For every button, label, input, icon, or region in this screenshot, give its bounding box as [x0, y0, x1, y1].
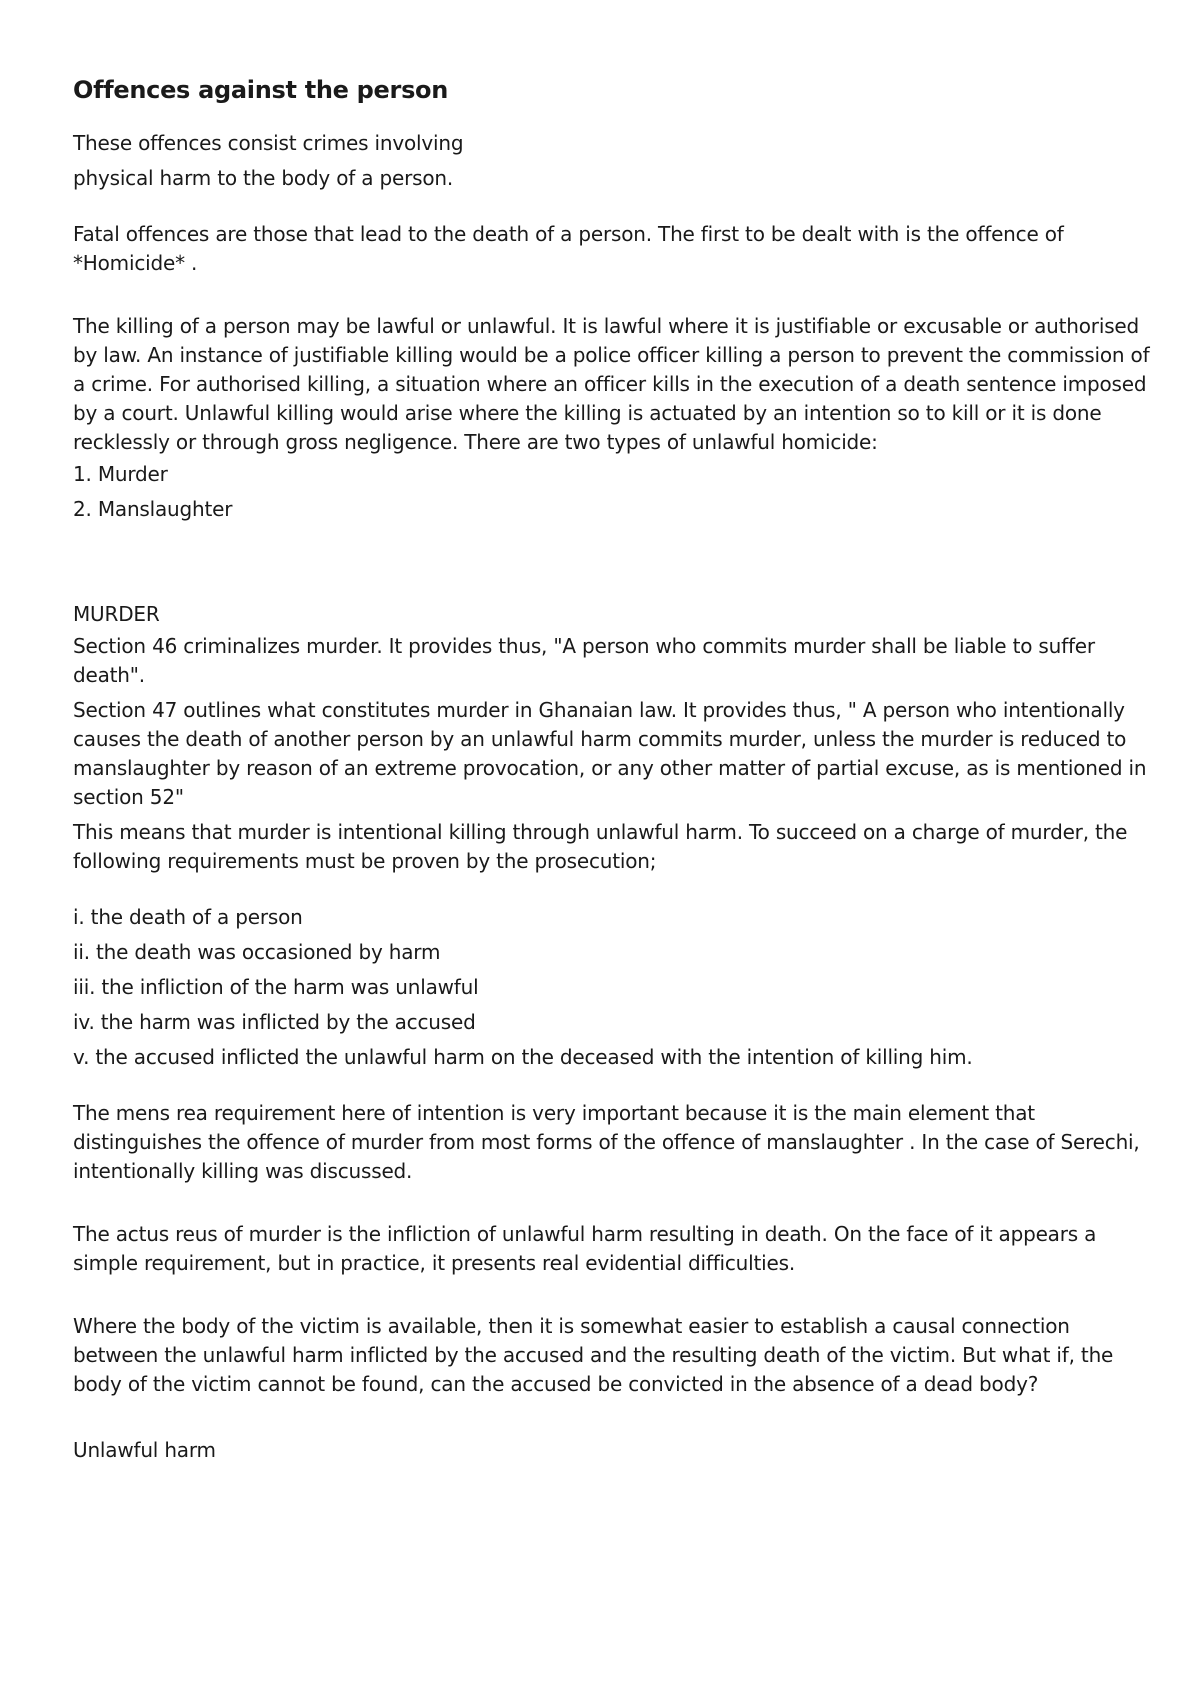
- dead-body-paragraph: Where the body of the victim is available, then it is somewhat easier to establish a causal connection between the unlawful harm inflicted by the accused and the resulting death of the victim. But what if, the body of the victim cannot be found, can the accused be convicted in the absence of a dead body?: [73, 1314, 1114, 1396]
- list-item: v. the accused inflicted the unlawful harm on the deceased with the intention of killing him.: [73, 1045, 973, 1069]
- intro-line-2: physical harm to the body of a person.: [73, 166, 453, 190]
- list-item: iii. the infliction of the harm was unlawful: [73, 975, 479, 999]
- section-47-paragraph: Section 47 outlines what constitutes murder in Ghanaian law. It provides thus, " A person who intentionally causes the death of another person by an unlawful harm commits murder, unless the murder is reduced to manslaughter by reason of an extreme provocation, or any other matter of partial excuse, as is mentioned in section 52": [73, 698, 1147, 809]
- document-page: [73, 70, 1153, 1468]
- means-paragraph: This means that murder is intentional killing through unlawful harm. To succeed on a charge of murder, the following requirements must be proven by the prosecution;: [73, 820, 1128, 873]
- actus-reus-paragraph: The actus reus of murder is the infliction of unlawful harm resulting in death. On the face of it appears a simple requirement, but in practice, it presents real evidential difficulties.: [73, 1222, 1097, 1275]
- list-item: i. the death of a person: [73, 905, 303, 929]
- section-46-paragraph: Section 46 criminalizes murder. It provides thus, "A person who commits murder shall be liable to suffer death".: [73, 634, 1095, 687]
- list-item: 1. Murder: [73, 462, 168, 486]
- fatal-offences-paragraph: Fatal offences are those that lead to the death of a person. The first to be dealt with is the offence of *Homicide* .: [73, 222, 1064, 275]
- list-item: ii. the death was occasioned by harm: [73, 940, 441, 964]
- list-item: iv. the harm was inflicted by the accused: [73, 1010, 476, 1034]
- list-item: 2. Manslaughter: [73, 497, 233, 521]
- killing-paragraph: The killing of a person may be lawful or unlawful. It is lawful where it is justifiable or excusable or authorised by law. An instance of justifiable killing would be a police officer killing a person to prevent the commission of a crime. For authorised killing, a situation where an officer kills in the execution of a death sentence imposed by a court. Unlawful killing would arise where the killing is actuated by an intention so to kill or it is done recklessly or through gross negligence. There are two types of unlawful homicide:: [73, 314, 1150, 454]
- page-title: Offences against the person: [73, 76, 449, 104]
- intro-line-1: These offences consist crimes involving: [73, 131, 464, 155]
- unlawful-harm-heading: Unlawful harm: [73, 1438, 216, 1462]
- mens-rea-paragraph: The mens rea requirement here of intention is very important because it is the main element that distinguishes the offence of murder from most forms of the offence of manslaughter . In the case of Serechi, intentionally killing was discussed.: [73, 1101, 1140, 1183]
- murder-heading: MURDER: [73, 602, 160, 626]
